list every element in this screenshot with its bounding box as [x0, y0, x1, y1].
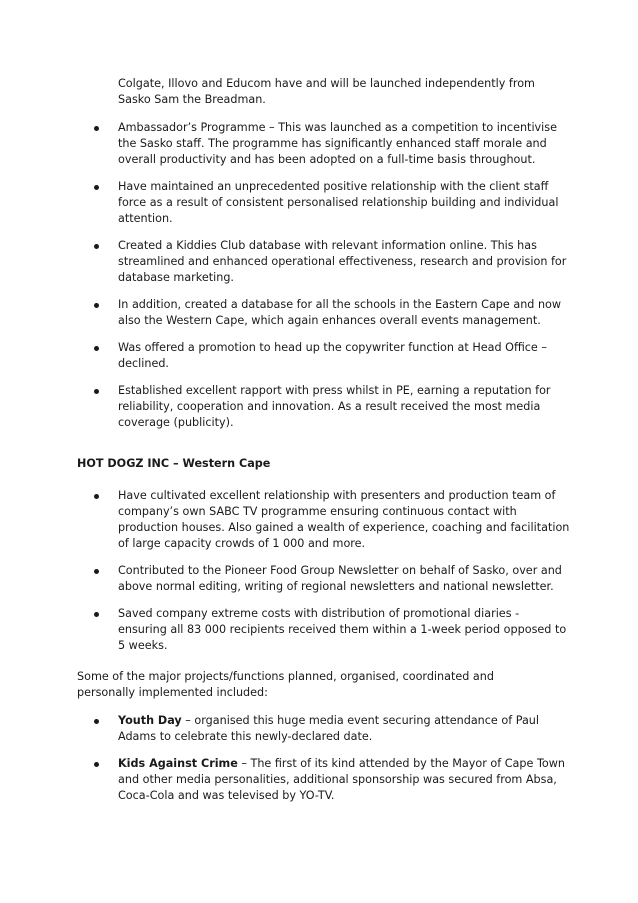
project-text: – organised this huge media event securing attendance of Paul Adams to celebrate this newly-declared date. — [118, 714, 539, 743]
continuation-text: Colgate, Illovo and Educom have and will be launched independently from Sasko Sam the Breadman. — [118, 77, 535, 106]
achievements-list — [0, 120, 638, 442]
list-item — [0, 488, 570, 552]
bullet-icon — [94, 612, 99, 617]
project-text: – The first of its kind attended by the Mayor of Cape Town and other media personalities, additional sponsorship was secured from Absa, Coca-Cola and was televised by YO-TV. — [118, 757, 565, 802]
bullet-icon — [94, 389, 99, 394]
list-item — [0, 383, 570, 431]
list-item-text: Created a Kiddies Club database with relevant information online. This has streamlined and enhanced operational effectiveness, research and provision for database marketing. — [118, 239, 567, 284]
list-item-text: Established excellent rapport with press whilst in PE, earning a reputation for reliability, cooperation and innovation. As a result received the most media coverage (publicity). — [118, 384, 551, 429]
list-item-text: Was offered a promotion to head up the copywriter function at Head Office – declined. — [118, 341, 547, 370]
list-item — [0, 120, 570, 168]
list-item-text: Contributed to the Pioneer Food Group Newsletter on behalf of Sasko, over and above normal editing, writing of regional newsletters and national newsletter. — [118, 564, 562, 593]
bullet-icon — [94, 244, 99, 249]
bullet-icon — [94, 569, 99, 574]
list-item-text: Ambassador’s Programme – This was launched as a competition to incentivise the Sasko staff. The programme has significantly enhanced staff morale and overall productivity and has been adopted on a full-time basis throughout. — [118, 121, 557, 166]
list-item — [0, 238, 570, 286]
list-item — [0, 340, 570, 372]
bullet-icon — [94, 719, 99, 724]
list-item-text: Saved company extreme costs with distribution of promotional diaries - ensuring all 83 000 recipients received them within a 1-week period opposed to 5 weeks. — [118, 607, 567, 652]
bullet-icon — [94, 303, 99, 308]
list-item-text: Have cultivated excellent relationship with presenters and production team of company’s own SABC TV programme ensuring continuous contact with production houses. Also gained a wealth of experience, coaching and facilitation of large capacity crowds of 1 000 and more. — [118, 489, 570, 550]
projects-list — [0, 713, 638, 815]
list-item-text: Have maintained an unprecedented positive relationship with the client staff force as a result of consistent personalised relationship building and individual attention. — [118, 180, 559, 225]
list-item — [0, 297, 570, 329]
list-item — [0, 606, 570, 654]
list-item-text: In addition, created a database for all the schools in the Eastern Cape and now also the Western Cape, which again enhances overall events management. — [118, 298, 562, 327]
intro-paragraph: Some of the major projects/functions planned, organised, coordinated and personally implemented included: — [77, 670, 494, 699]
project-title: Kids Against Crime — [118, 757, 238, 770]
bullet-icon — [94, 346, 99, 351]
bullet-icon — [94, 126, 99, 131]
bullet-icon — [94, 494, 99, 499]
bullet-icon — [94, 762, 99, 767]
hot-dogz-list — [0, 488, 638, 665]
project-title: Youth Day — [118, 714, 182, 727]
list-item — [0, 756, 570, 804]
section-heading: HOT DOGZ INC – Western Cape — [77, 457, 271, 470]
bullet-icon — [94, 185, 99, 190]
list-item — [0, 713, 570, 745]
list-item — [0, 179, 570, 227]
list-item — [0, 563, 570, 595]
